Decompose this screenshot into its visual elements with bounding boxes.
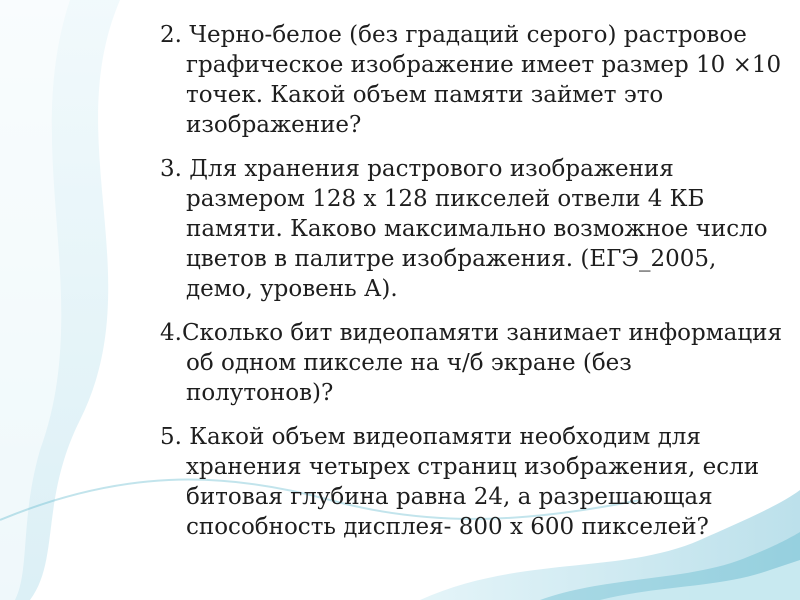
question-item: 5. Какой объем видеопамяти необходим для хранения четырех страниц изображения, если битовая глубина равна 24, а разрешающая способность дисплея- 800 x 600 пикселей? <box>160 424 760 540</box>
question-item: 3. Для хранения растрового изображения размером 128 x 128 пикселей отвели 4 КБ памяти. Каково максимально возможное число цветов в палитре изображения. (ЕГЭ_2005, демо, уровень А). <box>160 156 768 302</box>
question-list <box>160 20 785 542</box>
question-item: 2. Черно-белое (без градаций серого) растровое графическое изображение имеет размер 10 ×10 точек. Какой объем памяти займет это изображение? <box>160 22 782 138</box>
question-item: 4.Сколько бит видеопамяти занимает информация об одном пикселе на ч/б экране (без полутонов)? <box>160 320 782 406</box>
